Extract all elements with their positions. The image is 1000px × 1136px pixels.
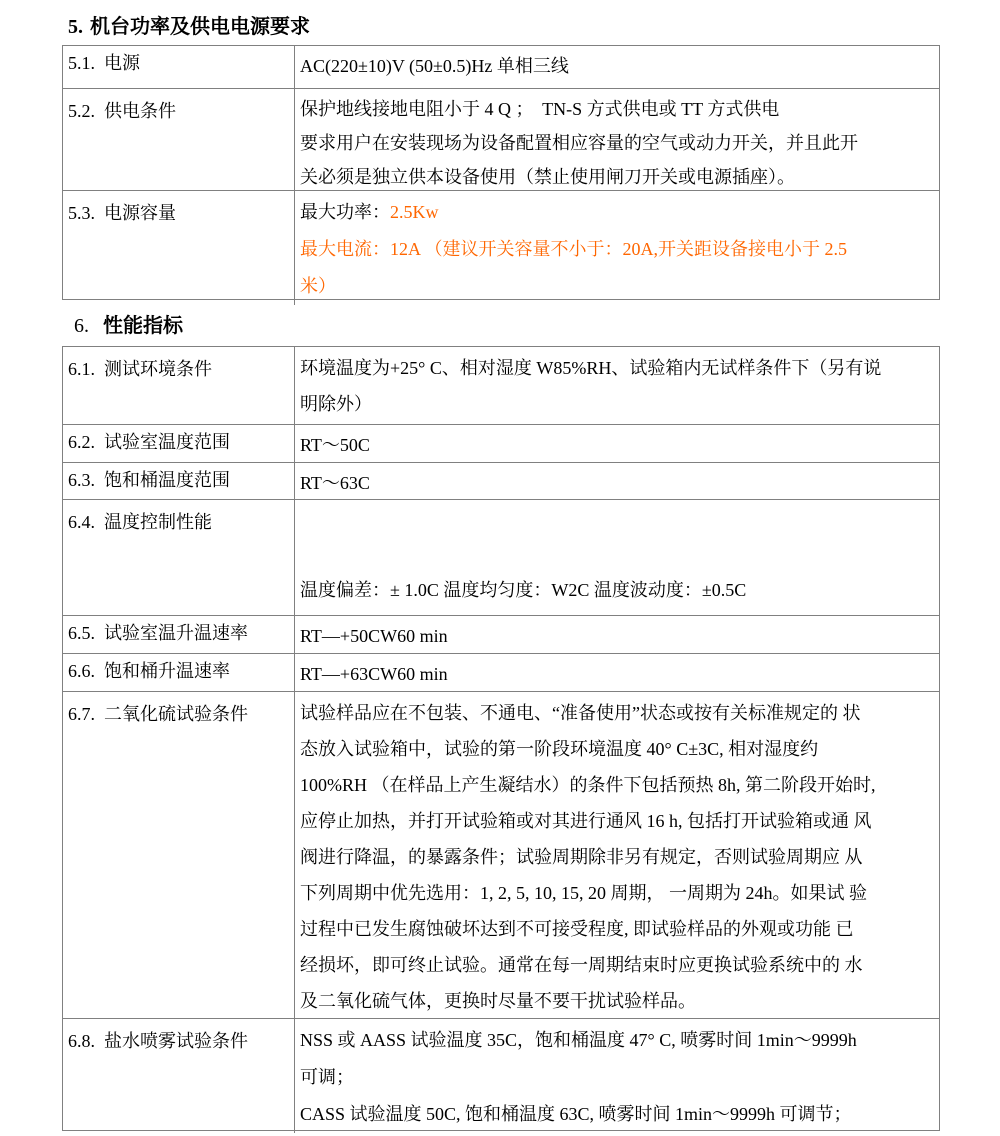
text-line: RT～63C — [300, 473, 370, 493]
section6-heading-number: 6. — [74, 315, 89, 337]
table-row-6-3 — [63, 462, 939, 499]
table-row-5-2 — [63, 88, 939, 190]
text-line: RT～50C — [300, 435, 370, 455]
row-5-3-value — [295, 191, 939, 305]
row-6-7-label: 6.7. 二氧化硫试验条件 — [63, 692, 295, 1019]
performance-indicators-table — [62, 346, 940, 1131]
section6-heading — [74, 313, 1000, 339]
table-row-6-2 — [63, 424, 939, 462]
text-line: 下列周期中优先选用：1, 2, 5, 10, 15, 20 周期， 一周期为 24h。如果试 验 — [300, 883, 867, 903]
row-6-3-value — [295, 463, 939, 501]
text-line: NSS 或 AASS 试验温度 35C，饱和桶温度 47° C, 喷雾时间 1min～9999h — [300, 1030, 857, 1050]
text-line: 试验样品应在不包装、不通电、“准备使用”状态或按有关标准规定的 状 — [300, 703, 861, 723]
table-row-5-1 — [63, 46, 939, 88]
text-line: 可调； — [300, 1067, 354, 1087]
row-6-5-label: 6.5. 试验室温升温速率 — [63, 616, 295, 654]
row-6-8-label: 6.8. 盐水喷雾试验条件 — [63, 1019, 295, 1133]
row-6-1-label: 6.1. 测试环境条件 — [63, 347, 295, 424]
max-current-line-wrap: 米） — [300, 276, 336, 296]
text-line: 经损坏，即可终止试验。通常在每一周期结束时应更换试验系统中的 水 — [300, 955, 863, 975]
row-6-6-value — [295, 654, 939, 692]
table-row-6-4 — [63, 499, 939, 615]
row-6-6-label: 6.6. 饱和桶升温速率 — [63, 654, 295, 692]
text-line: 温度偏差：± 1.0C 温度均匀度：W2C 温度波动度：±0.5C — [300, 580, 747, 600]
row-5-2-value — [295, 89, 939, 194]
text-line: 环境温度为+25° C、相对湿度 W85%RH、试验箱内无试样条件下（另有说 — [300, 358, 882, 378]
section5-heading-number: 5. — [68, 16, 83, 38]
text-line: 100%RH （在样品上产生凝结水）的条件下包括预热 8h, 第二阶段开始时, — [300, 775, 876, 795]
text-line: 要求用户在安装现场为设备配置相应容量的空气或动力开关，并且此开 — [300, 133, 858, 153]
text-line: RT—+63CW60 min — [300, 664, 448, 684]
section5-heading — [68, 14, 1000, 40]
table-row-6-8 — [63, 1018, 939, 1130]
text-line: 关必须是独立供本设备使用（禁止使用闸刀开关或电源插座）。 — [300, 167, 795, 187]
max-power-line — [300, 194, 933, 231]
row-5-1-label: 5.1. 电源 — [63, 46, 295, 88]
max-power-label: 最大功率： — [300, 202, 390, 222]
row-5-2-label: 5.2. 供电条件 — [63, 89, 295, 194]
row-6-2-label: 6.2. 试验室温度范围 — [63, 425, 295, 463]
text-line: AC(220±10)V (50±0.5)Hz 单相三线 — [300, 56, 569, 76]
text-line: 态放入试验箱中，试验的第一阶段环境温度 40° C±3C, 相对湿度约 — [300, 739, 819, 759]
text-line: 阀进行降温，的暴露条件；试验周期除非另有规定，否则试验周期应 从 — [300, 847, 863, 867]
text-line: 保护地线接地电阻小于 4 Q ； TN-S 方式供电或 TT 方式供电 — [300, 99, 780, 119]
text-line: 明除外） — [300, 394, 372, 414]
row-5-3-label: 5.3. 电源容量 — [63, 191, 295, 305]
table-row-6-6 — [63, 653, 939, 691]
section6-heading-text: 性能指标 — [103, 315, 183, 337]
row-6-8-value — [295, 1019, 939, 1133]
row-6-4-label: 6.4. 温度控制性能 — [63, 500, 295, 615]
table-row-6-7 — [63, 691, 939, 1018]
text-line: RT—+50CW60 min — [300, 626, 448, 646]
table-row-5-3 — [63, 190, 939, 299]
section5-heading-text: 机台功率及供电电源要求 — [90, 16, 310, 38]
table-row-6-1 — [63, 347, 939, 424]
row-6-2-value — [295, 425, 939, 463]
text-line: CASS 试验温度 50C, 饱和桶温度 63C, 喷雾时间 1min～9999h 可调节； — [300, 1104, 852, 1124]
text-line: 过程中已发生腐蚀破坏达到不可接受程度, 即试验样品的外观或功能 已 — [300, 919, 854, 939]
row-6-4-value — [295, 500, 939, 615]
text-line: 及二氧化硫气体，更换时尽量不要干扰试验样品。 — [300, 991, 696, 1011]
row-5-1-value — [295, 46, 939, 88]
row-6-3-label: 6.3. 饱和桶温度范围 — [63, 463, 295, 501]
text-line: 应停止加热，并打开试验箱或对其进行通风 16 h, 包括打开试验箱或通 风 — [300, 811, 872, 831]
max-power-value: 2.5Kw — [390, 202, 439, 222]
row-6-5-value — [295, 616, 939, 654]
row-6-1-value — [295, 347, 939, 424]
row-6-7-value — [295, 692, 939, 1019]
power-requirements-table — [62, 45, 940, 300]
max-current-line: 最大电流：12A （建议开关容量不小于：20A,开关距设备接电小于 2.5 — [300, 239, 848, 259]
table-row-6-5 — [63, 615, 939, 653]
